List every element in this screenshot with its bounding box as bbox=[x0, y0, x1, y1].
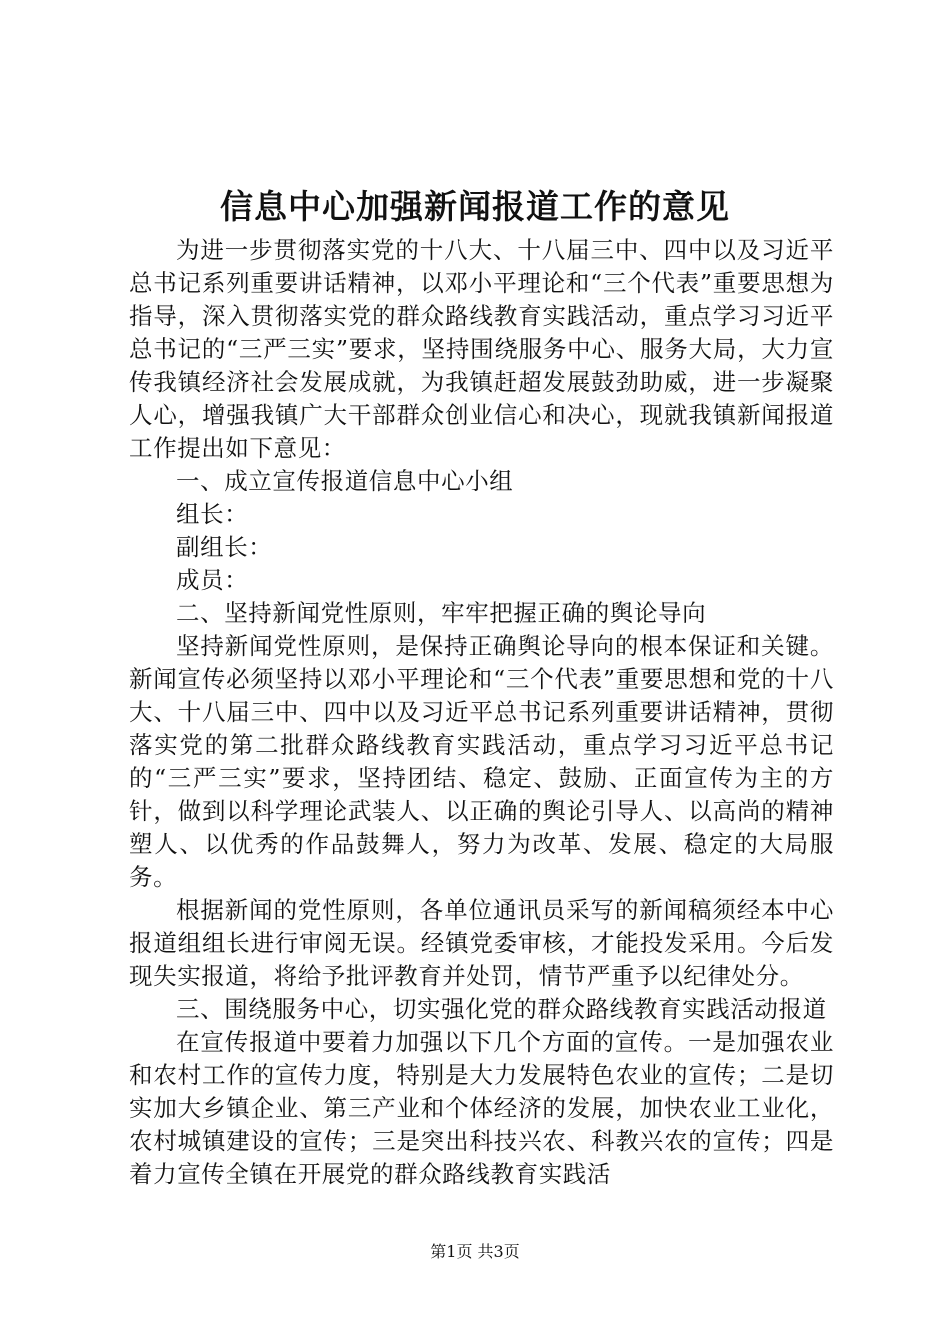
document-title: 信息中心加强新闻报道工作的意见 bbox=[220, 187, 730, 226]
paragraph-principle: 坚持新闻党性原则，是保持正确舆论导向的根本保证和关键。新闻宣传必须坚持以邓小平理论和“三个代表”重要思想和党的十八大、十八届三中、四中以及习近平总书记系列重要讲话精神，贯彻落实党的第二批群众路线教育实践活动，重点学习习近平总书记的“三严三实”要求，坚持团结、稳定、鼓励、正面宣传为主的方针，做到以科学理论武装人、以正确的舆论引导人、以高尚的精神塑人、以优秀的作品鼓舞人，努力为改革、发展、稳定的大局服务。 bbox=[129, 632, 834, 891]
section-heading-1: 一、成立宣传报道信息中心小组 bbox=[176, 467, 514, 495]
section-heading-3: 三、围绕服务中心，切实强化党的群众路线教育实践活动报道 bbox=[176, 995, 827, 1023]
paragraph-intro: 为进一步贯彻落实党的十八大、十八届三中、四中以及习近平总书记系列重要讲话精神，以邓小平理论和“三个代表”重要思想为指导，深入贯彻落实党的群众路线教育实践活动，重点学习习近平总书记的“三严三实”要求，坚持围绕服务中心、服务大局，大力宣传我镇经济社会发展成就，为我镇赶超发展鼓劲助威，进一步凝聚人心，增强我镇广大干部群众创业信心和决心，现就我镇新闻报道工作提出如下意见： bbox=[129, 236, 834, 462]
paragraph-focus: 在宣传报道中要着力加强以下几个方面的宣传。一是加强农业和农村工作的宣传力度，特别是大力发展特色农业的宣传；二是切实加大乡镇企业、第三产业和个体经济的发展，加快农业工业化，农村城镇建设的宣传；三是突出科技兴农、科教兴农的宣传；四是着力宣传全镇在开展党的群众路线教育实践活 bbox=[129, 1028, 834, 1188]
leader-line: 组长： bbox=[176, 500, 249, 528]
section-heading-2: 二、坚持新闻党性原则，牢牢把握正确的舆论导向 bbox=[176, 599, 707, 627]
deputy-leader-line: 副组长： bbox=[176, 533, 273, 561]
document-body bbox=[129, 234, 834, 1191]
page-number-footer: 第1页 共3页 bbox=[430, 1242, 520, 1261]
paragraph-review: 根据新闻的党性原则，各单位通讯员采写的新闻稿须经本中心报道组组长进行审阅无误。经镇党委审核，才能投发采用。今后发现失实报道，将给予批评教育并处罚，情节严重予以纪律处分。 bbox=[129, 896, 834, 990]
members-line: 成员： bbox=[176, 566, 249, 594]
